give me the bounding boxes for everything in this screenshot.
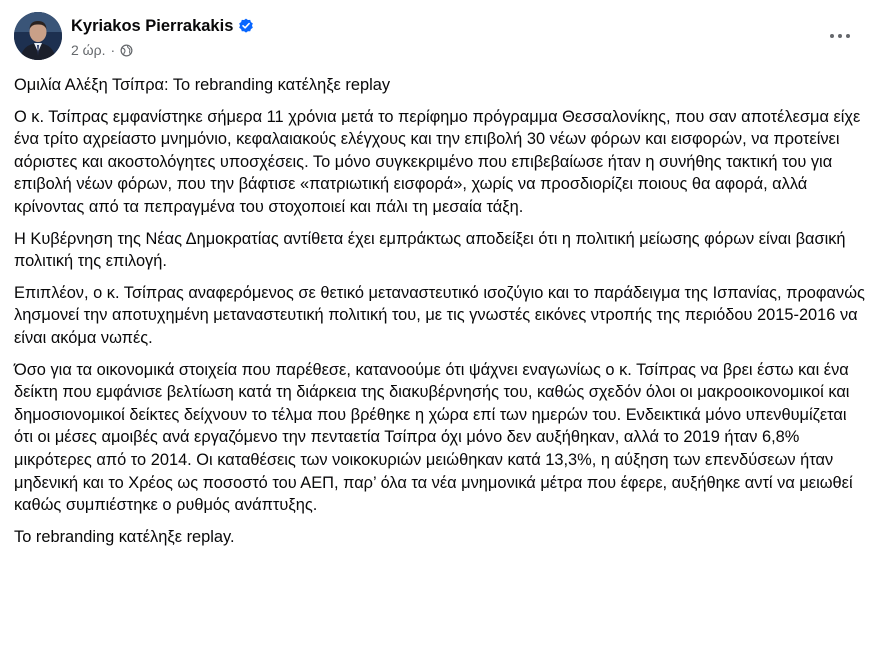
- post-paragraph: Όσο για τα οικονομικά στοιχεία που παρέθεσε, κατανοούμε ότι ψάχνει εναγωνίως ο κ. Τσίπρας να βρει έστω και ένα δείκτη που εμφάνισε βελτίωση κατά τη διάρκεια της διακυβέρνησής του, καθώς σχεδόν όλοι οι μακροοικονομικοί και δημοσιονομικοί δείκτες δείχνουν το τέλμα που βρέθηκε η χώρα επί των ημερών του. Ενδεικτικά μόνο υπενθυμίζεται ότι οι μέσες αμοιβές ανά εργαζόμενο την πενταετία Τσίπρα όχι μόνο δεν αυξήθηκαν, αλλά το 2019 ήταν 6,8% μικρότερες από το 2014. Οι καταθέσεις των νοικοκυριών μειώθηκαν κατά 13,3%, η αύξηση των επενδύσεων ήταν μηδενική και το Χρέος ως ποσοστό του ΑΕΠ, παρ’ όλα τα νέα μνημονικά μέτρα που έφερε, αυξήθηκε αντί να μειωθεί καθώς συμπιέστηκε ο ρυθμός ανάπτυξης.: [14, 360, 853, 515]
- post-paragraph: Ομιλία Αλέξη Τσίπρα: Το rebranding κατέληξε replay: [14, 76, 391, 94]
- post-header: [14, 12, 866, 64]
- author-avatar[interactable]: [14, 12, 62, 60]
- author-name[interactable]: Kyriakos Pierrakakis: [71, 16, 234, 35]
- post-paragraph: Η Κυβέρνηση της Νέας Δημοκρατίας αντίθετα έχει εμπράκτως αποδείξει ότι η πολιτική μείωσης φόρων είναι βασική πολιτική της επιλογή.: [14, 229, 846, 271]
- verified-badge-icon: [238, 18, 254, 34]
- post-paragraph: Ο κ. Τσίπρας εμφανίστηκε σήμερα 11 χρόνια μετά το περίφημο πρόγραμμα Θεσσαλονίκης, που σαν αποτέλεσμα είχε ένα τρίτο αχρείαστο μνημόνιο, κεφαλαιακούς ελέγχους και την επιβολή 30 νέων φόρων και εισφορών, να προτείνει αόριστες και ακοστολόγητες υποσχέσεις. Το μόνο συγκεκριμένο που επιβεβαίωσε ήταν η συνήθης τακτική του για επιβολή νέων φόρων, που την βάφτισε «πατριωτική εισφορά», χωρίς να προσδιορίζει ποιους θα αφορά, αλλά κρίνοντας από τα πεπραγμένα του στοχοποιεί και πάλι τη μεσαία τάξη.: [14, 107, 861, 216]
- post-content: [14, 74, 866, 557]
- avatar-portrait-icon: [14, 12, 62, 60]
- post-meta: [71, 40, 133, 60]
- meta-separator: ·: [110, 42, 116, 58]
- author-line: [71, 15, 254, 37]
- more-options-button[interactable]: [822, 22, 858, 50]
- more-dot: [830, 34, 834, 38]
- more-dot: [838, 34, 842, 38]
- more-dot: [846, 34, 850, 38]
- post-timestamp[interactable]: 2 ώρ.: [71, 42, 106, 58]
- post-paragraph: Επιπλέον, ο κ. Τσίπρας αναφερόμενος σε θετικό μεταναστευτικό ισοζύγιο και το παράδειγμα της Ισπανίας, προφανώς λησμονεί την αποτυχημένη μεταναστευτική πολιτική του, με τις γνωστές εικόνες ντροπής της περιόδου 2015-2016 να είναι ακόμα νωπές.: [14, 283, 865, 347]
- post-paragraph: Το rebranding κατέληξε replay.: [14, 527, 235, 546]
- globe-icon[interactable]: [120, 44, 133, 57]
